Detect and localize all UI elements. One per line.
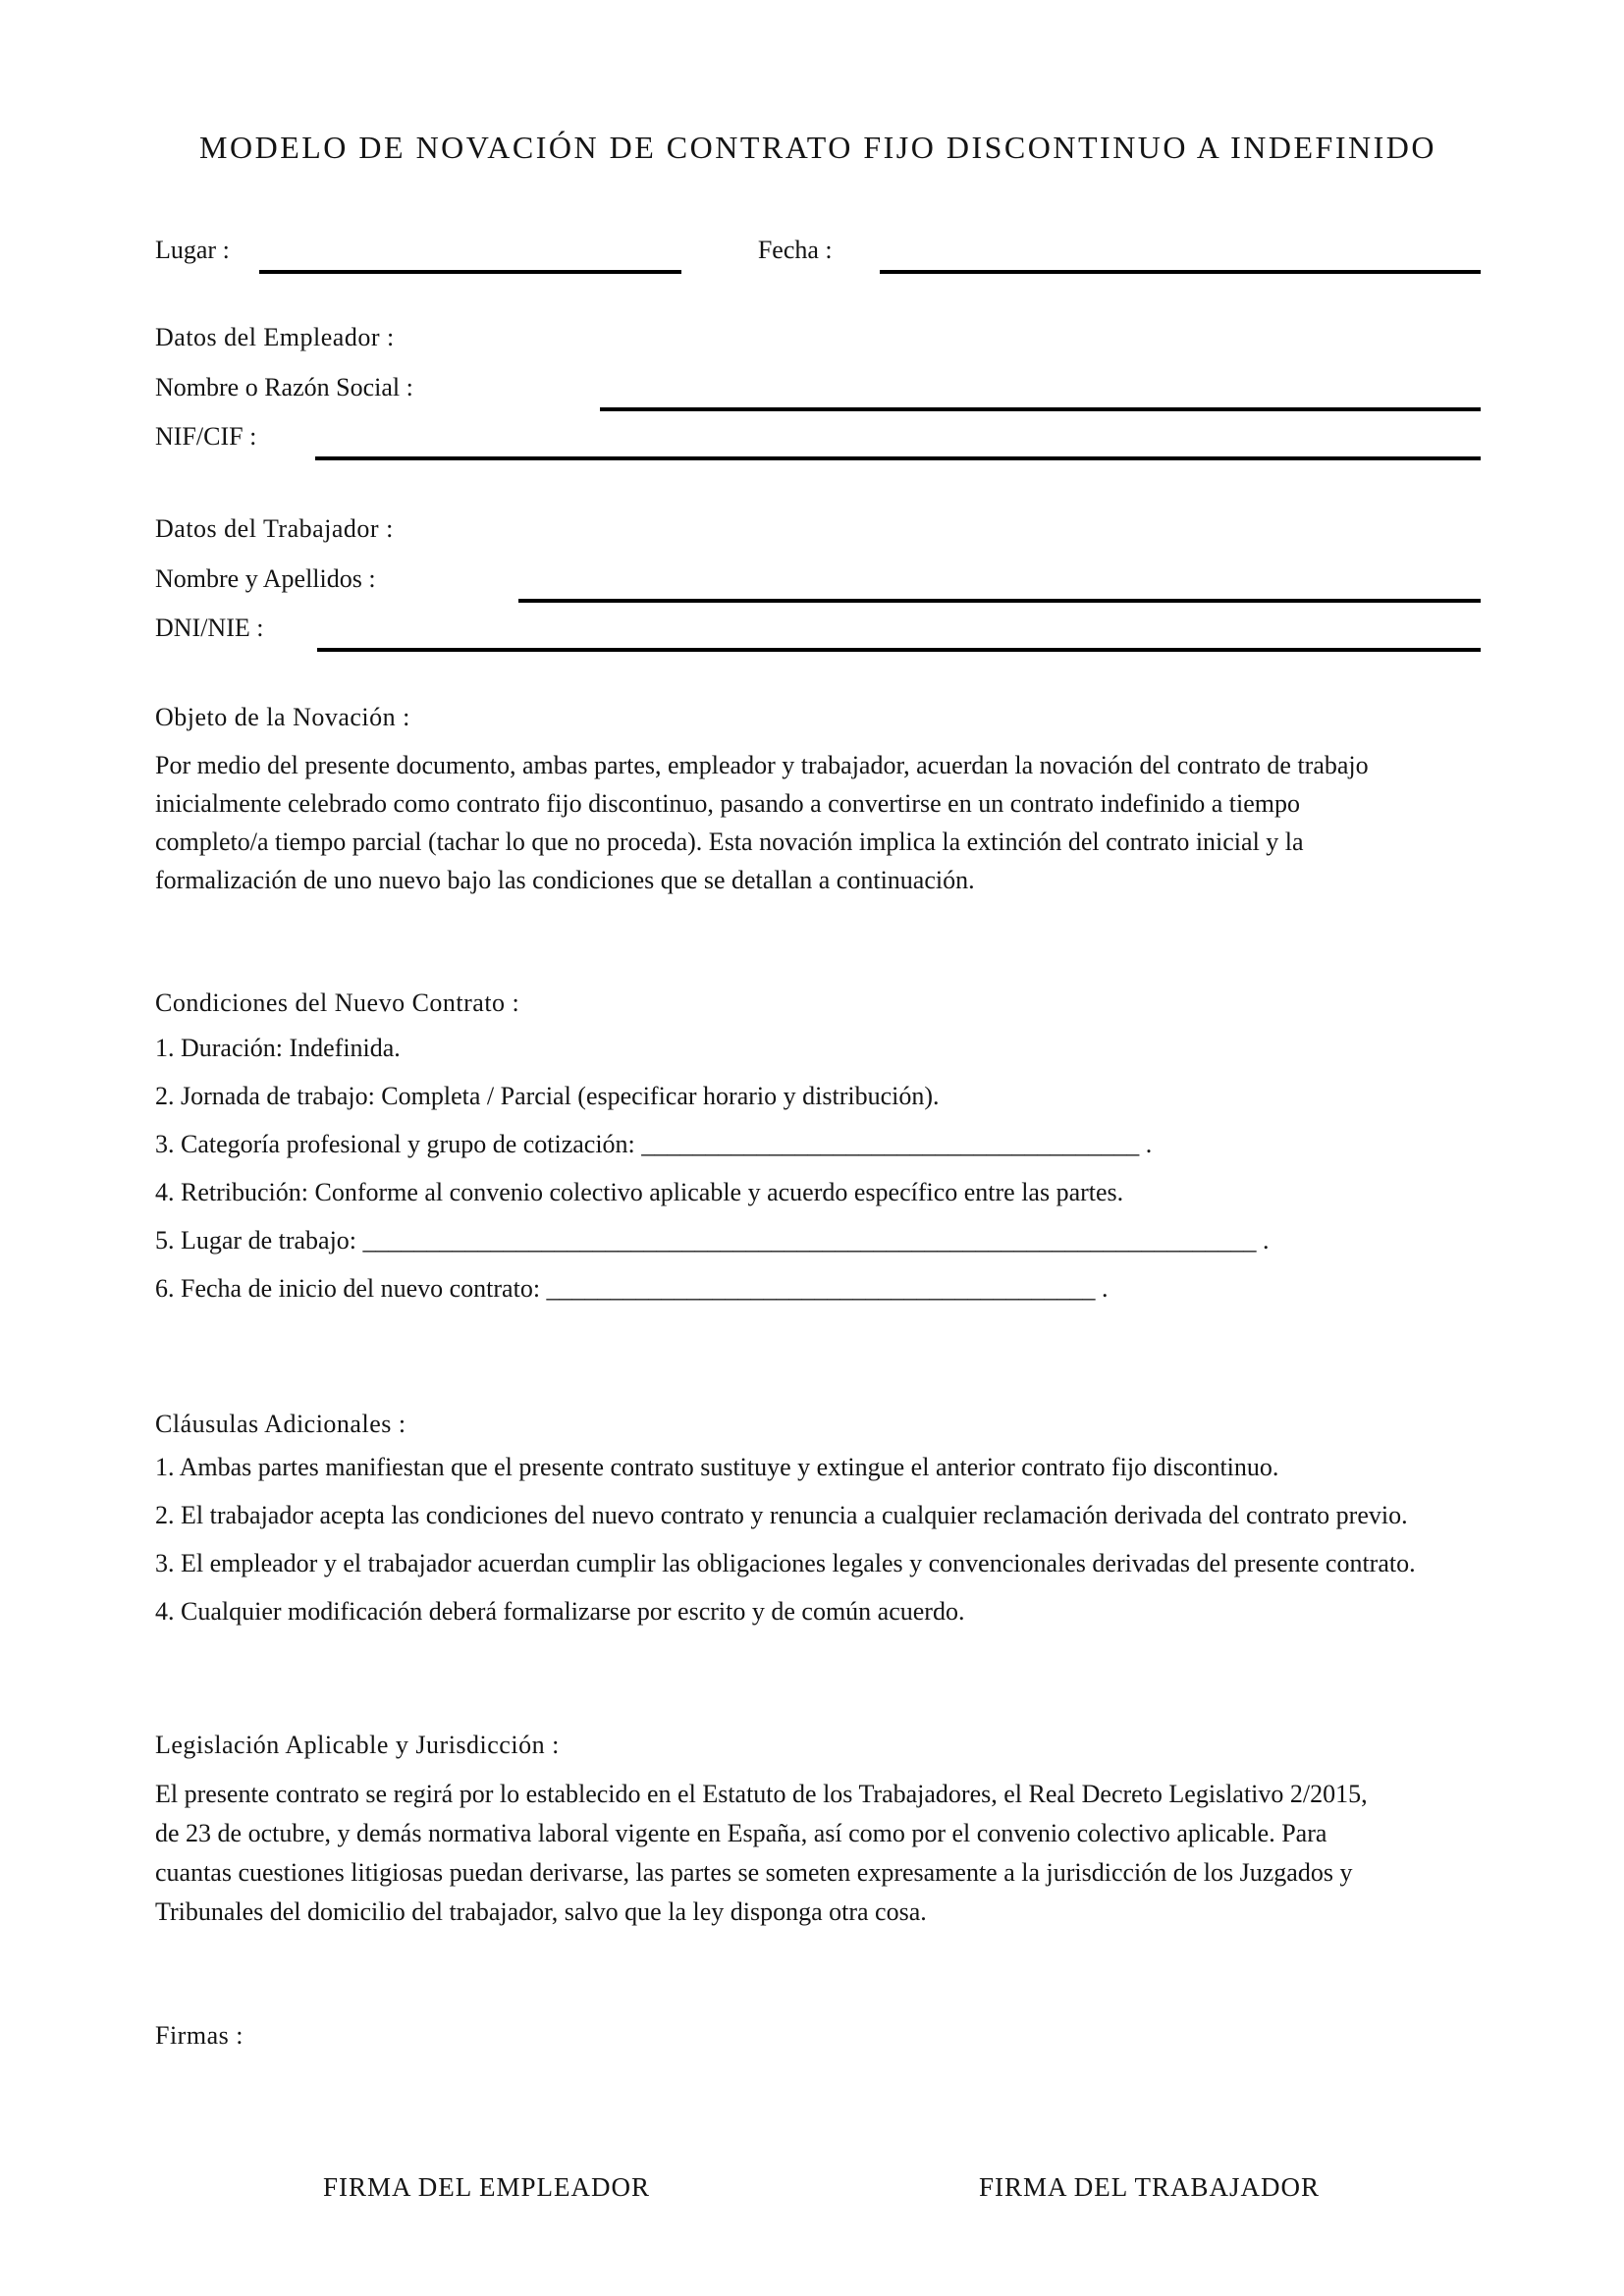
legislation-section-heading: Legislación Aplicable y Jurisdicción : (155, 1731, 560, 1759)
paragraph-line: cuantas cuestiones litigiosas puedan derivarse, las partes se someten expresamente a la jurisdicción de los Juzgados y (155, 1858, 1353, 1887)
list-item: 1. Duración: Indefinida. (155, 1034, 401, 1062)
employer-section-heading: Datos del Empleador : (155, 323, 395, 351)
paragraph-line: Tribunales del domicilio del trabajador, salvo que la ley disponga otra cosa. (155, 1897, 927, 1926)
list-item: 1. Ambas partes manifiestan que el presente contrato sustituye y extingue el anterior contrato fijo discontinuo. (155, 1453, 1279, 1481)
employer-nif-label: NIF/CIF : (155, 422, 257, 451)
employer-nif-row (155, 417, 1481, 460)
employer-name-row (155, 368, 1481, 411)
worker-name-label: Nombre y Apellidos : (155, 564, 376, 593)
paragraph-line: El presente contrato se regirá por lo establecido en el Estatuto de los Trabajadores, el Real Decreto Legislativo 2/2015, (155, 1780, 1368, 1808)
worker-section-heading: Datos del Trabajador : (155, 514, 394, 543)
worker-dni-blank-line (317, 648, 1481, 652)
worker-name-blank-line (518, 599, 1481, 603)
clauses-list (155, 1448, 1481, 1630)
paragraph-line: completo/a tiempo parcial (tachar lo que no proceda). Esta novación implica la extinción del contrato inicial y la (155, 828, 1304, 856)
worker-name-row (155, 560, 1481, 603)
paragraph-line: inicialmente celebrado como contrato fijo discontinuo, pasando a convertirse en un contrato indefinido a tiempo (155, 789, 1301, 818)
list-item: 3. El empleador y el trabajador acuerdan cumplir las obligaciones legales y convencionales derivadas del presente contrato. (155, 1549, 1416, 1577)
legislation-paragraph (155, 1775, 1481, 1932)
clauses-section-heading: Cláusulas Adicionales : (155, 1410, 406, 1438)
list-item: 2. Jornada de trabajo: Completa / Parcial (especificar horario y distribución). (155, 1082, 940, 1110)
list-item: 2. El trabajador acepta las condiciones del nuevo contrato y renuncia a cualquier reclamación derivada del contrato previo. (155, 1501, 1408, 1529)
list-item: 3. Categoría profesional y grupo de cotización: _______________________________________ . (155, 1130, 1153, 1158)
employer-name-blank-line (600, 407, 1481, 411)
signature-row (155, 2169, 1481, 2205)
list-item: 6. Fecha de inicio del nuevo contrato: ___________________________________________ . (155, 1274, 1109, 1303)
place-label: Lugar : (155, 236, 230, 264)
list-item: 4. Cualquier modificación deberá formalizarse por escrito y de común acuerdo. (155, 1597, 965, 1626)
date-blank-line (880, 270, 1481, 274)
date-label: Fecha : (757, 236, 833, 264)
employer-name-label: Nombre o Razón Social : (155, 373, 413, 401)
worker-dni-row (155, 609, 1481, 652)
list-item: 5. Lugar de trabajo: ______________________________________________________________________ . (155, 1226, 1270, 1255)
employer-nif-blank-line (315, 456, 1481, 460)
employer-signature-caption: FIRMA DEL EMPLEADOR (322, 2172, 651, 2202)
purpose-paragraph (155, 746, 1481, 899)
place-blank-line (259, 270, 681, 274)
purpose-section-heading: Objeto de la Novación : (155, 703, 410, 731)
worker-dni-label: DNI/NIE : (155, 614, 264, 642)
worker-signature-caption: FIRMA DEL TRABAJADOR (978, 2172, 1321, 2202)
paragraph-line: Por medio del presente documento, ambas partes, empleador y trabajador, acuerdan la novación del contrato de trabajo (155, 751, 1369, 779)
page-title: MODELO DE NOVACIÓN DE CONTRATO FIJO DISCONTINUO A INDEFINIDO (199, 130, 1436, 165)
conditions-section-heading: Condiciones del Nuevo Contrato : (155, 988, 520, 1017)
conditions-list (155, 1029, 1481, 1308)
signatures-section-heading: Firmas : (155, 2021, 244, 2050)
place-date-row (155, 231, 1481, 274)
paragraph-line: formalización de uno nuevo bajo las condiciones que se detallan a continuación. (155, 866, 975, 894)
paragraph-line: de 23 de octubre, y demás normativa laboral vigente en España, así como por el convenio colectivo aplicable. Para (155, 1819, 1327, 1847)
list-item: 4. Retribución: Conforme al convenio colectivo aplicable y acuerdo específico entre las partes. (155, 1178, 1124, 1206)
